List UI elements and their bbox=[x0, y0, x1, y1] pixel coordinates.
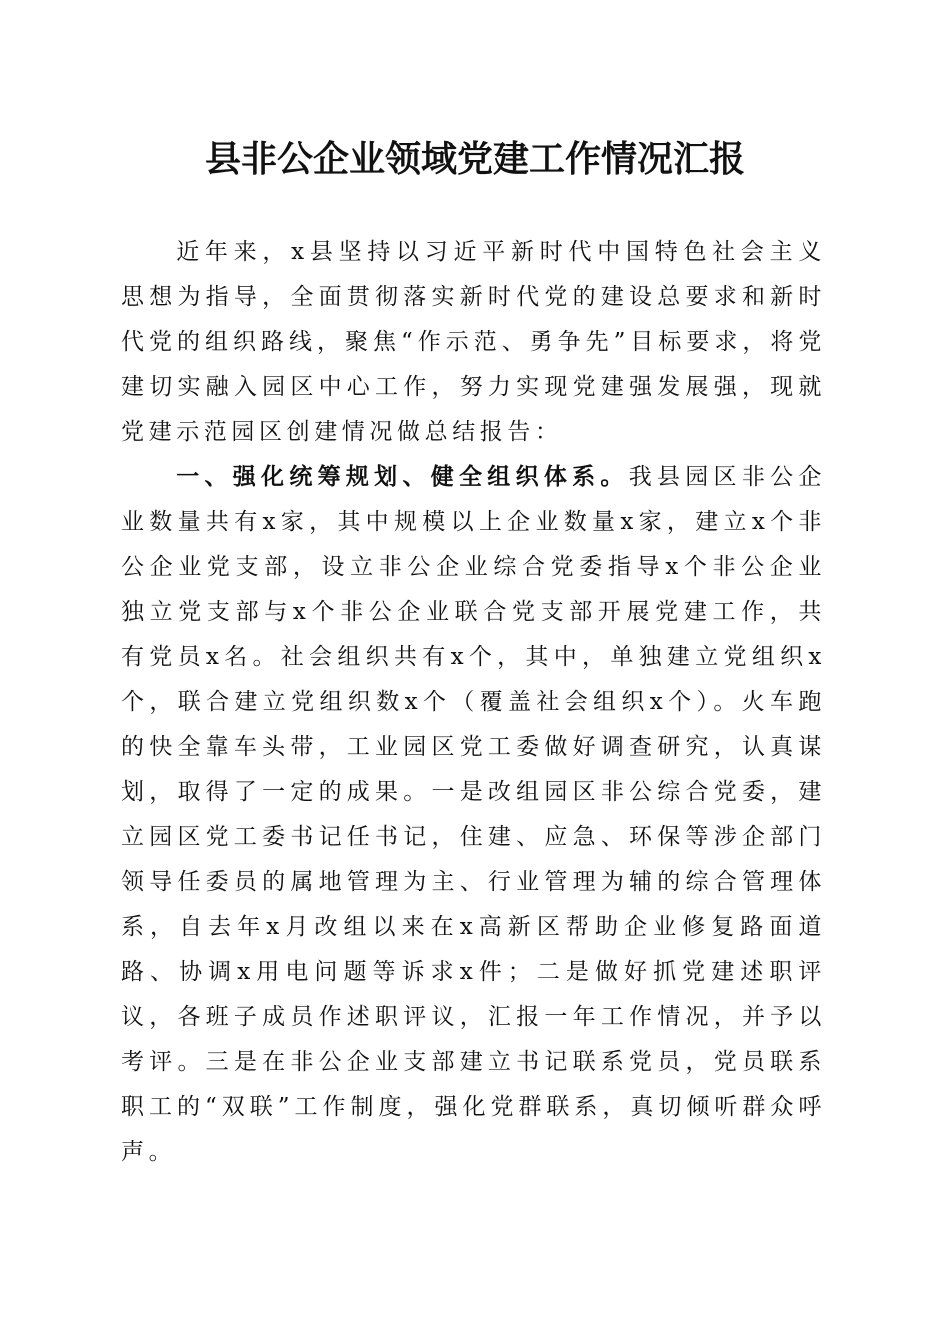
document-body bbox=[121, 230, 826, 1175]
document-title: 县非公企业领域党建工作情况汇报 bbox=[204, 138, 745, 180]
section-1-heading: 一、强化统筹规划、健全组织体系。 bbox=[176, 464, 629, 490]
section-1-paragraph bbox=[121, 455, 826, 1175]
section-1-text: 我县园区非公企业数量共有x家，其中规模以上企业数量x家，建立x个非公企业党支部，设立非公企业综合党委指导x个非公企业独立党支部与x个非公企业联合党支部开展党建工作，共有党员x名。社会组织共有x个，其中，单独建立党组织x个，联合建立党组织数x个（覆盖社会组织x个）。火车跑的快全靠车头带，工业园区党工委做好调查研究，认真谋划，取得了一定的成果。一是改组园区非公综合党委，建立园区党工委书记任书记，住建、应急、环保等涉企部门领导任委员的属地管理为主、行业管理为辅的综合管理体系，自去年x月改组以来在x高新区帮助企业修复路面道路、协调x用电问题等诉求x件；二是做好抓党建述职评议，各班子成员作述职评议，汇报一年工作情况，并予以考评。三是在非公企业支部建立书记联系党员，党员联系职工的“双联”工作制度，强化党群联系，真切倾听群众呼声。 bbox=[121, 464, 826, 1165]
intro-paragraph: 近年来，x县坚持以习近平新时代中国特色社会主义思想为指导，全面贯彻落实新时代党的建设总要求和新时代党的组织路线，聚焦“作示范、勇争先”目标要求，将党建切实融入园区中心工作，努力实现党建强发展强，现就党建示范园区创建情况做总结报告： bbox=[121, 239, 826, 445]
